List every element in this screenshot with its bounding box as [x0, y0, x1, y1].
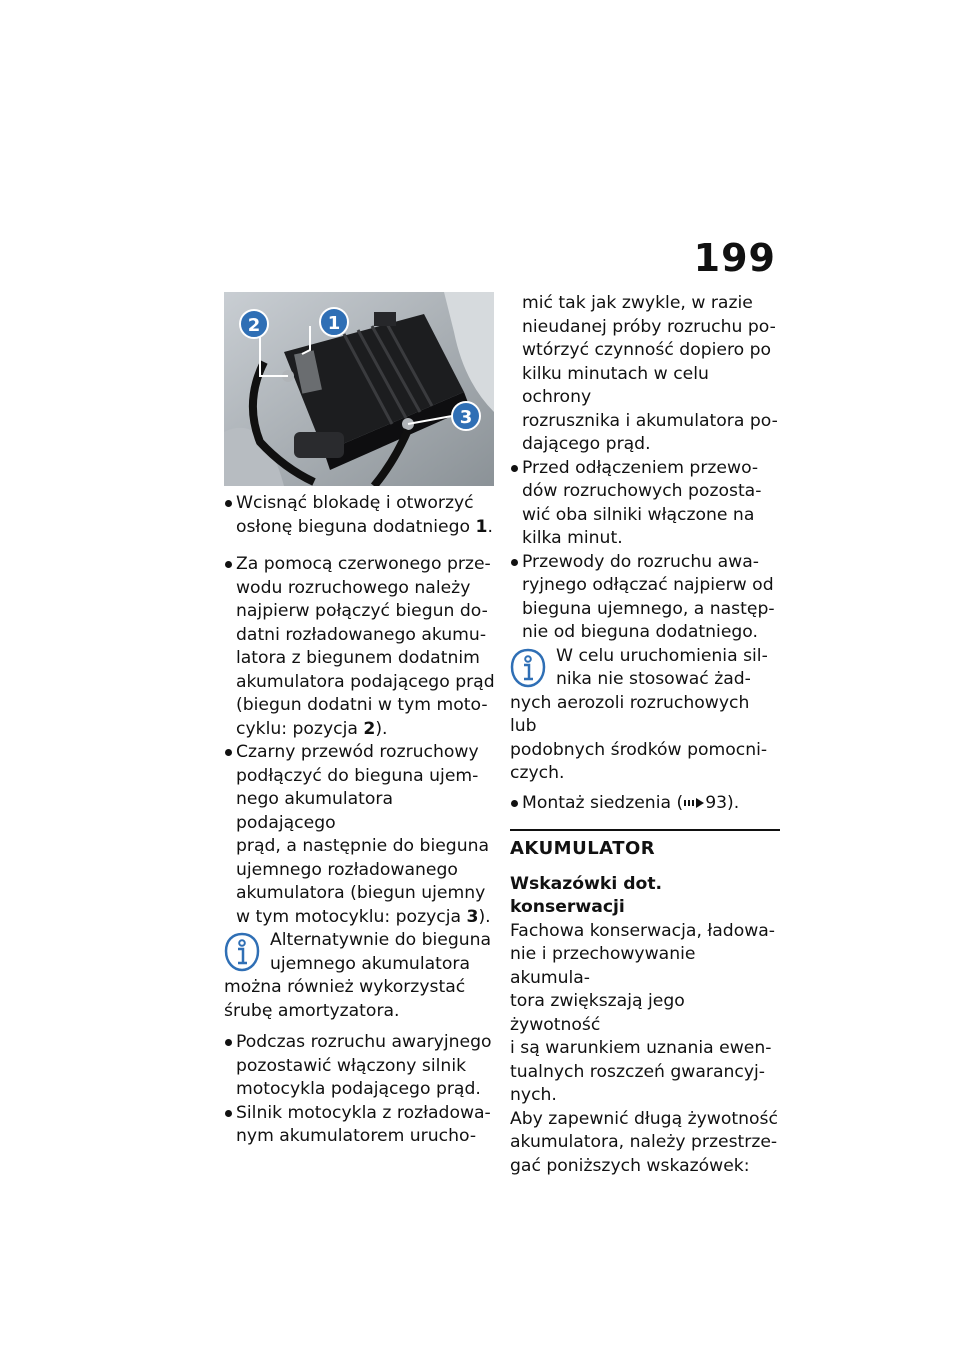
paragraph: Fachowa konserwacja, ładowa- nie i przechowywanie akumula- tora zwiększają jego żywotność i są warunkiem uznania ewen- tualnych roszczeń gwarancyj- nych. — [510, 920, 776, 1105]
section-title: AKUMULATOR — [510, 838, 656, 859]
left-column — [224, 292, 496, 1149]
page-reference[interactable]: 93). — [705, 792, 740, 813]
battery-photo — [224, 292, 494, 486]
list-item: Za pomocą czerwonego prze- wodu rozruchowego należy najpierw połączyć biegun do- datni rozładowanego akumu- latora z biegunem dodatnim akumulatora podającego prąd (biegun dodatni w tym moto- cyklu: pozycja 2). — [224, 553, 496, 741]
section-divider — [510, 829, 780, 920]
list-item: Wcisnąć blokadę i otworzyć osłonę bieguna dodatniego 1. — [224, 492, 496, 539]
info-icon — [510, 648, 546, 688]
list-item: Silnik motocykla z rozładowa- nym akumulatorem urucho- — [224, 1102, 496, 1149]
subsection-title: Wskazówki dot. konserwacji — [510, 873, 663, 917]
paragraph: Aby zapewnić długą żywotność akumulatora, należy przestrze- gać poniższych wskazówek: — [510, 1108, 778, 1176]
right-column — [510, 292, 780, 1178]
callout-1: 1 — [327, 313, 341, 334]
info-note: Alternatywnie do bieguna ujemnego akumulatora można również wykorzystać śrubę amortyzatora. — [224, 930, 492, 1021]
callout-3: 3 — [459, 407, 473, 428]
info-note: W celu uruchomienia sil- nika nie stosować żad- nych aerozoli rozruchowych lub podobnych środków pomocni- czych. — [510, 645, 768, 783]
callout-2: 2 — [247, 315, 261, 336]
battery-illustration — [224, 292, 494, 486]
list-item: Montaż siedzenia ( 93). — [510, 792, 780, 816]
info-icon — [224, 932, 260, 972]
list-item: Podczas rozruchu awaryjnego pozostawić włączony silnik motocykla podającego prąd. — [224, 1031, 496, 1102]
list-item: Przewody do rozruchu awa- ryjnego odłączać najpierw od bieguna ujemnego, a następ- nie od bieguna dodatniego. — [510, 551, 780, 645]
list-item: Przed odłączeniem przewo- dów rozruchowych pozosta- wić oba silniki włączone na kilka minut. — [510, 457, 780, 551]
list-item-continuation: mić tak jak zwykle, w razie nieudanej próby rozruchu po- wtórzyć czynność dopiero po kilku minutach w celu ochrony rozrusznika i akumulatora po- dającego prąd. — [522, 293, 778, 454]
page-reference-arrow-icon — [683, 797, 705, 809]
list-item: Czarny przewód rozruchowy podłączyć do bieguna ujem- nego akumulatora podającego prąd, a następnie do bieguna ujemnego rozładowanego akumulatora (biegun ujemny w tym motocyklu: pozycja 3). — [224, 741, 496, 929]
page-number: 199 — [693, 236, 776, 280]
